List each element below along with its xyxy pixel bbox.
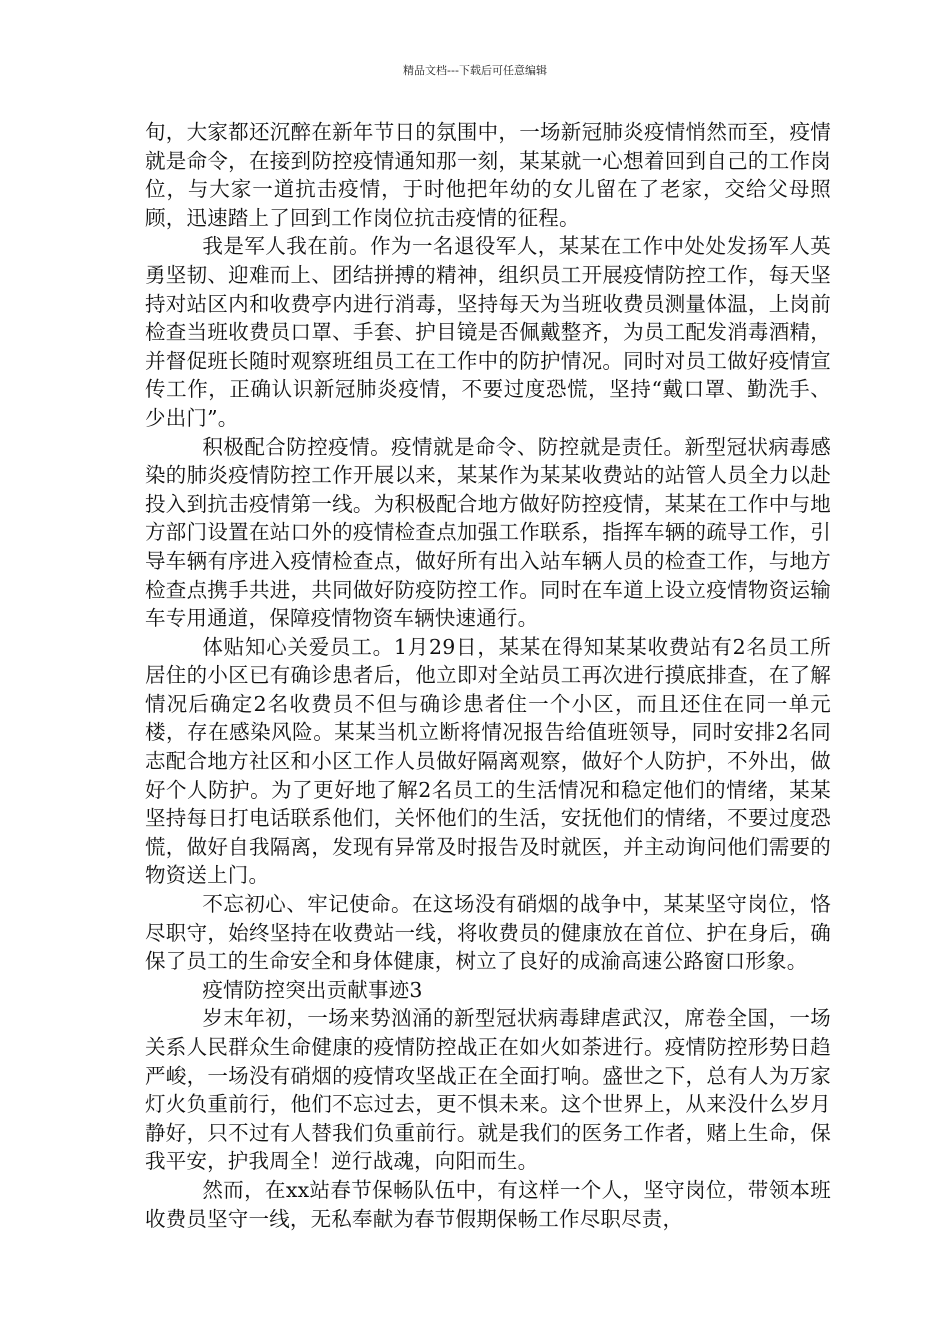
paragraph-intro: 岁末年初，一场来势汹涌的新型冠状病毒肆虐武汉，席卷全国，一场关系人民群众生命健康的疫情防控战正在如火如荼进行。疫情防控形势日趋严峻，一场没有硝烟的疫情攻坚战正在全面打响。盛世之下，总有人为万家灯火负重前行，他们不忘过去，更不惧未来。这个世界上，从来没什么岁月静好，只不过有人替我们负重前行。就是我们的医务工作者，赌上生命，保我平安，护我周全！逆行战魂，向阳而生。 bbox=[145, 1006, 831, 1174]
document-body bbox=[145, 118, 831, 1233]
paragraph-mission: 不忘初心、牢记使命。在这场没有硝烟的战争中，某某坚守岗位，恪尽职守，始终坚持在收费站一线，将收费员的健康放在首位、护在身后，确保了员工的生命安全和身体健康，树立了良好的成渝高速公路窗口形象。 bbox=[145, 892, 831, 974]
paragraph-care: 体贴知心关爱员工。1月29日，某某在得知某某收费站有2名员工所居住的小区已有确诊患者后，他立即对全站员工再次进行摸底排查，在了解情况后确定2名收费员不但与确诊患者住一个小区，而且还住在同一单元楼，存在感染风险。某某当机立断将情况报告给值班领导，同时安排2名同志配合地方社区和小区工作人员做好隔离观察，做好个人防护，不外出，做好个人防护。为了更好地了解2名员工的生活情况和稳定他们的情绪，某某坚持每日打电话联系他们，关怀他们的生活，安抚他们的情绪，不要过度恐慌，做好自我隔离，发现有异常及时报告及时就医，并主动询问他们需要的物资送上门。 bbox=[145, 634, 831, 888]
page-header: 精品文档---下载后可任意编辑 bbox=[403, 64, 547, 77]
paragraph-station: 然而，在xx站春节保畅队伍中，有这样一个人，坚守岗位，带领本班收费员坚守一线，无私奉献为春节假期保畅工作尽职尽责， bbox=[145, 1177, 831, 1231]
paragraph-continuation: 旬，大家都还沉醉在新年节日的氛围中，一场新冠肺炎疫情悄然而至，疫情就是命令，在接到防控疫情通知那一刻，某某就一心想着回到自己的工作岗位，与大家一道抗击疫情，于时他把年幼的女儿留在了老家，交给父母照顾，迅速踏上了回到工作岗位抗击疫情的征程。 bbox=[145, 120, 831, 230]
paragraph-cooperate: 积极配合防控疫情。疫情就是命令、防控就是责任。新型冠状病毒感染的肺炎疫情防控工作开展以来，某某作为某某收费站的站管人员全力以赴投入到抗击疫情第一线。为积极配合地方做好防控疫情，某某在工作中与地方部门设置在站口外的疫情检查点加强工作联系，指挥车辆的疏导工作，引导车辆有序进入疫情检查点，做好所有出入站车辆人员的检查工作，与地方检查点携手共进，共同做好防疫防控工作。同时在车道上设立疫情物资运输车专用通道，保障疫情物资车辆快速通行。 bbox=[145, 434, 831, 631]
section-heading: 疫情防控突出贡献事迹3 bbox=[202, 977, 423, 1002]
paragraph-soldier: 我是军人我在前。作为一名退役军人，某某在工作中处处发扬军人英勇坚韧、迎难而上、团结拼搏的精神，组织员工开展疫情防控工作，每天坚持对站区内和收费亭内进行消毒，坚持每天为当班收费员测量体温，上岗前检查当班收费员口罩、手套、护目镜是否佩戴整齐，为员工配发消毒酒精，并督促班长随时观察班组员工在工作中的防护情况。同时对员工做好疫情宣传工作，正确认识新冠肺炎疫情，不要过度恐慌，坚持“戴口罩、勤洗手、少出门”。 bbox=[145, 234, 831, 430]
